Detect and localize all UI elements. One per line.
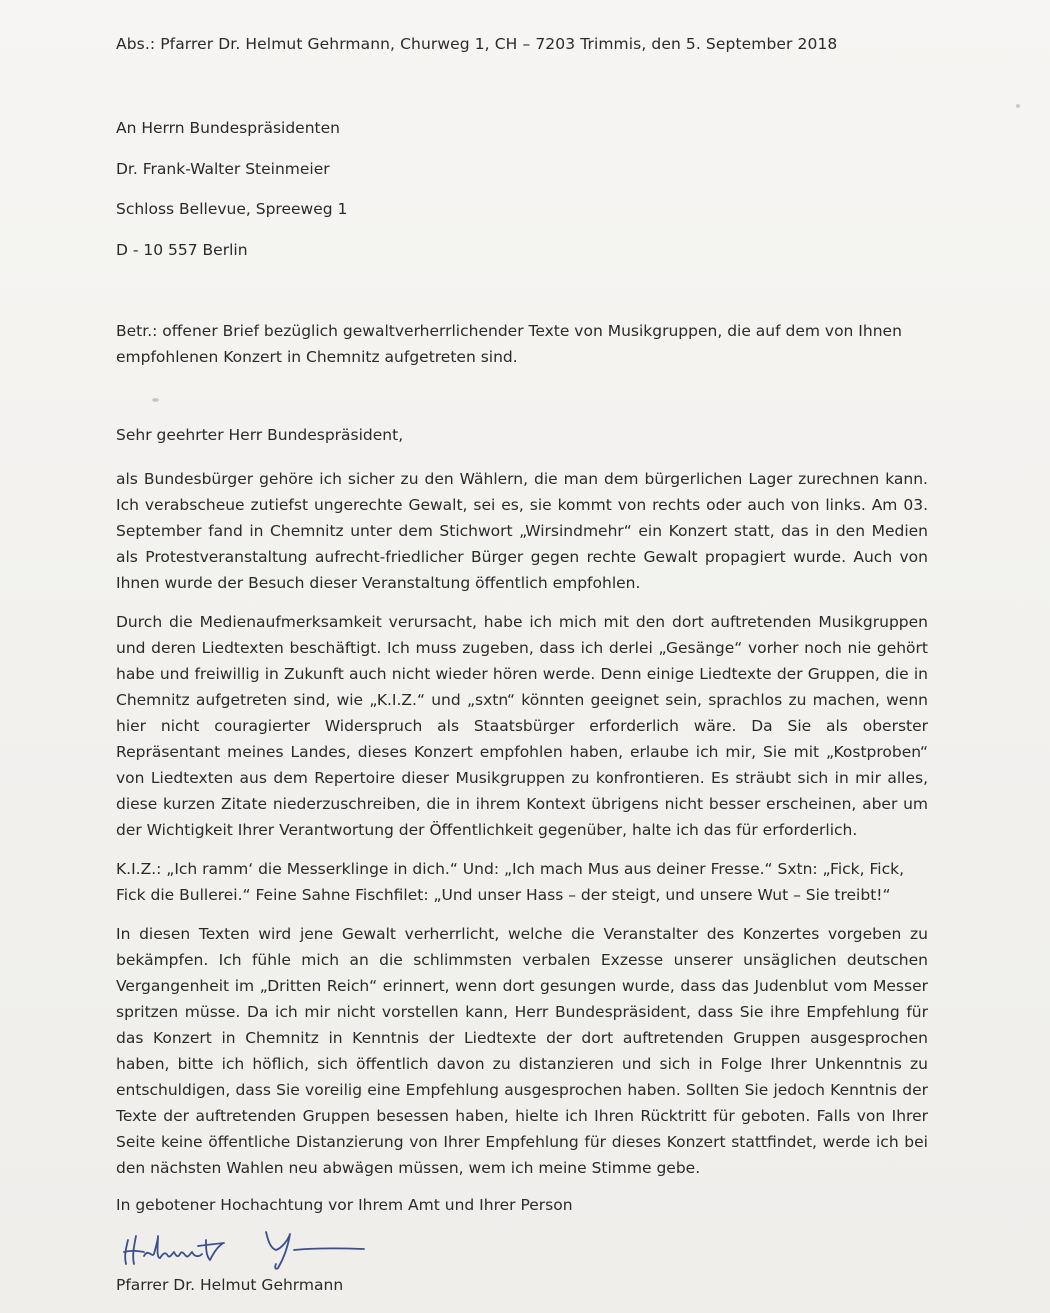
body-paragraph: Durch die Medienaufmerksamkeit verursacht, habe ich mich mit den dort auftretenden Musikgruppen und deren Liedtexten beschäftigt. Ich muss zugeben, dass ich derlei „Gesänge“ vorher noch nie gehört habe und freiwillig in Zukunft auch nicht wieder hören werde. Denn einige Liedtexte der Gruppen, die in Chemnitz aufgetreten sind, wie „K.I.Z.“ und „sxtn“ könnten geeignet sein, sprachlos zu machen, wenn hier nicht couragierter Widerspruch als Staatsbürger erforderlich wäre. Da Sie als oberster Repräsentant meines Landes, dieses Konzert empfohlen haben, erlaube ich mir, Sie mit „Kostproben“ von Liedtexten aus dem Repertoire dieser Musikgruppen zu konfrontieren. Es sträubt sich in mir alles, diese kurzen Zitate niederzuschreiben, die in ihrem Kontext übrigens nicht besser erscheinen, aber um der Wichtigkeit Ihrer Verantwortung der Öffentlichkeit gegenüber, halte ich das für erforderlich.: [116, 613, 928, 839]
closing-line: In gebotener Hochachtung vor Ihrem Amt und Ihrer Person: [116, 1196, 573, 1214]
salutation: Sehr geehrter Herr Bundespräsident,: [116, 426, 404, 444]
paper-speck: [1016, 104, 1020, 108]
letter-body: [116, 466, 928, 1194]
recipient-line: Schloss Bellevue, Spreeweg 1: [116, 200, 348, 218]
paper-speck: [152, 398, 159, 402]
subject-line: Betr.: offener Brief bezüglich gewaltverherrlichender Texte von Musikgruppen, die auf dem von Ihnen empfohlenen Konzert in Chemnitz aufgetreten sind.: [116, 322, 902, 366]
recipient-line: D - 10 557 Berlin: [116, 240, 248, 259]
signer-name: Pfarrer Dr. Helmut Gehrmann: [116, 1276, 344, 1294]
handwritten-signature: [118, 1218, 378, 1272]
body-paragraph: In diesen Texten wird jene Gewalt verherrlicht, welche die Veranstalter des Konzertes vorgeben zu bekämpfen. Ich fühle mich an die schlimmsten verbalen Exzesse unserer unsäglichen deutschen Vergangenheit im „Dritten Reich“ erinnert, wenn dort gesungen wurde, dass das Judenblut vom Messer spritzen müsse. Da ich mir nicht vorstellen kann, Herr Bundespräsident, dass Sie ihre Empfehlung für das Konzert in Chemnitz in Kenntnis der Liedtexte der dort auftretenden Gruppen ausgesprochen haben, bitte ich höflich, sich öffentlich davon zu distanzieren und sich in Folge Ihrer Unkenntnis zu entschuldigen, dass Sie voreilig eine Empfehlung ausgesprochen haben. Sollten Sie jedoch Kenntnis der Texte der auftretenden Gruppen besessen haben, hielte ich Ihren Rücktritt für geboten. Falls von Ihrer Seite keine öffentliche Distanzierung von Ihrer Empfehlung für dieses Konzert stattfindet, werde ich bei den nächsten Wahlen neu abwägen müssen, wem ich meine Stimme gebe.: [116, 925, 928, 1177]
sender-line: Abs.: Pfarrer Dr. Helmut Gehrmann, Churweg 1, CH – 7203 Trimmis, den 5. September 2018: [116, 35, 838, 53]
body-paragraph: K.I.Z.: „Ich ramm‘ die Messerklinge in dich.“ Und: „Ich mach Mus aus deiner Fresse.“ Sxtn: „Fick, Fick, Fick die Bullerei.“ Feine Sahne Fischfilet: „Und unser Hass – der steigt, und unsere Wut – Sie treibt!“: [116, 860, 905, 904]
recipient-address: [116, 119, 347, 281]
recipient-line: An Herrn Bundespräsidenten: [116, 119, 340, 137]
recipient-line: Dr. Frank-Walter Steinmeier: [116, 159, 330, 178]
body-paragraph: als Bundesbürger gehöre ich sicher zu den Wählern, die man dem bürgerlichen Lager zurechnen kann. Ich verabscheue zutiefst ungerechte Gewalt, sei es, sie kommt von rechts oder auch von links. Am 03. September fand in Chemnitz unter dem Stichwort „Wirsindmehr“ ein Konzert statt, das in den Medien als Protestveranstaltung aufrecht-friedlicher Bürger gegen rechte Gewalt propagiert wurde. Auch von Ihnen wurde der Besuch dieser Veranstaltung öffentlich empfohlen.: [116, 470, 928, 592]
